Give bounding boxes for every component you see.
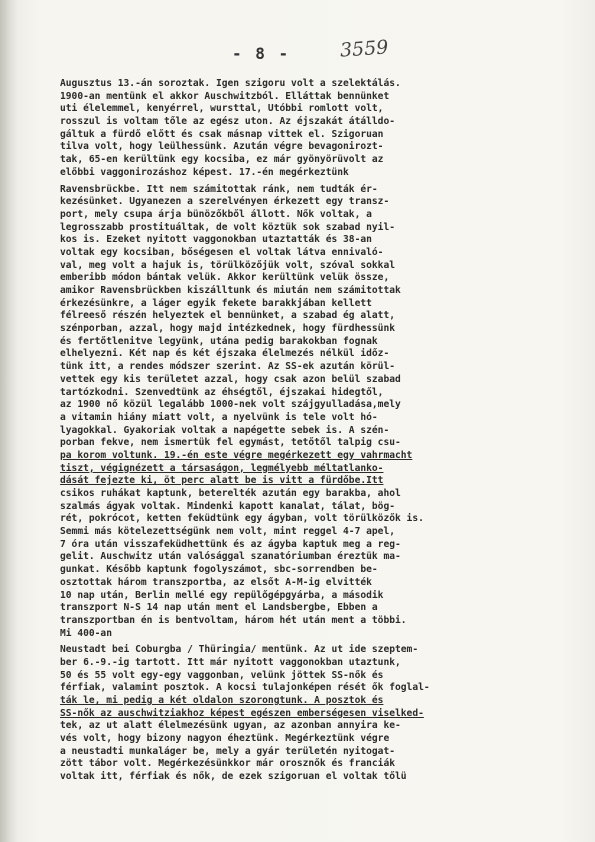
text-line: zött tábor volt. Megérkezésünkkor már orosznők és franciák — [60, 758, 396, 770]
text-line: Augusztus 13.-án soroztak. Igen szigoru volt a szelektálás. — [60, 78, 401, 89]
text-line: vettek egy kis területet azzal, hogy csak azon belül szabad — [60, 373, 401, 385]
text-line: tiszt, végignézett a társaságon, legmélyebb méltatlanko- — [60, 462, 384, 474]
text-line: transzport N-S 14 nap után ment el Landsbergbe, Ebben a — [60, 602, 378, 614]
text-line: előbbi vaggonirozáshoz képest. 17.-én megérkeztünk — [60, 166, 349, 178]
text-line: 10 nap után, Berlin mellé egy repülőgépgyárba, a második — [60, 589, 384, 601]
text-line: a neustadti munkaláger be, mely a gyár területén nyitogat- — [60, 745, 396, 757]
text-line: dását fejezte ki, öt perc alatt be is vitt a fürdőbe.Itt — [60, 475, 384, 487]
typewritten-body — [60, 78, 575, 784]
text-line: uti élelemmel, kenyérrel, wursttal, Utóbbi romlott volt, — [60, 103, 384, 115]
page-edge-shadow — [0, 0, 18, 842]
text-line: port, mely csupa árja bünözőkből állott. Nők voltak, a — [60, 208, 372, 220]
paragraph-3 — [60, 644, 575, 784]
text-line: tartózkodni. Szenvedtünk az éhségtől, éjszakai hidegtől, — [60, 386, 384, 398]
text-line: 50 és 55 volt egy-egy vaggonban, velünk jöttek SS-nők és — [60, 669, 384, 681]
text-line: szalmás ágyak voltak. Mindenki kapott kanalat, tálat, bög- — [60, 500, 396, 512]
text-line: porban fekve, nem ismertük fel egymást, tetőtől talpig csu- — [60, 437, 401, 449]
text-line: transzportban én is bentvoltam, három hét után ment a többi. — [60, 614, 407, 626]
text-line: Semmi más kötelezettségünk nem volt, mint reggel 4-7 apel, — [60, 526, 396, 538]
text-line: voltak itt, férfiak és nők, de ezek szigoruan el voltak tőlü — [60, 771, 407, 783]
text-line: férfiak, valamint posztok. A kocsi tulajonképen rését ők foglal- — [60, 682, 430, 694]
page-number: - 8 - — [232, 44, 291, 63]
text-line: kezésünket. Ugyanezen a szerelvényen érkezett egy transz- — [60, 196, 390, 208]
text-line: voltak egy kocsiban, bőségesen el voltak látva ennivaló- — [60, 246, 384, 258]
text-line: gunkat. Később kaptunk fogolyszámot, sbc-sorrendben be- — [60, 564, 378, 576]
text-line: az 1900 nő közül legalább 1000-nek volt szájgyulladása,mely — [60, 399, 401, 411]
text-line: kos is. Ezeket nyitott vaggonokban utaztatták és 38-an — [60, 234, 372, 246]
text-line: Neustadt bei Coburgba / Thüringia/ mentünk. Az ut ide szeptem- — [60, 644, 419, 656]
text-line: gelit. Auschwitz után valósággal szanatóriumban éreztük ma- — [60, 551, 401, 563]
text-line: tilva volt, hogy leülhessünk. Azután végre bevagonirozt- — [60, 141, 384, 153]
text-line: val, meg volt a hajuk is, törülközőjük volt, szóval sokkal — [60, 259, 396, 271]
text-line: rét, pokrócot, ketten feküdtünk egy ágyban, volt törülközők is. — [60, 513, 424, 525]
text-line: Mi 400-an — [60, 627, 112, 639]
text-line: 7 óra után visszafeküdhettünk és az ágyba kaptuk meg a reg- — [60, 538, 401, 550]
text-line: vés volt, hogy bizony nagyon éheztünk. Megérkeztünk végre — [60, 733, 390, 745]
text-line: osztottak három transzportba, az elsőt A-M-ig elvitték — [60, 576, 372, 588]
text-line: rosszul is voltam tőle az egész uton. Az éjszakát átálldo- — [60, 116, 396, 128]
text-line: pa korom voltunk. 19.-én este végre megérkezett egy vahrmacht — [60, 449, 413, 461]
paragraph-2 — [60, 184, 575, 641]
text-line: lyagokkal. Gyakoriak voltak a napégette sebek is. A szén- — [60, 424, 390, 436]
text-line: elhelyezni. Két nap és két éjszaka élelmezés nélkül időz- — [60, 348, 390, 360]
text-line: ták le, mi pedig a két oldalon szorongtunk. A posztok és — [60, 695, 384, 706]
text-line: csikos ruhákat kaptunk, beterelték azután egy barakba, ahol — [60, 488, 401, 499]
handwritten-archive-number: 3559 — [339, 36, 390, 62]
text-line: SS-nők az auschwitziakhoz képest egészen emberségesen viselked- — [60, 707, 424, 719]
text-line: félreeső részén helyeztek el bennünket, a szabad ég alatt, — [60, 310, 396, 322]
text-line: tünk itt, a rendes módszer szerint. Az SS-ek azután körül- — [60, 361, 396, 373]
text-line: érkezésünkre, a láger egyik fekete barakkjában kellett — [60, 297, 372, 309]
text-line: emberibb módon bántak velük. Akkor kerültünk velük össze, — [60, 272, 390, 284]
text-line: gáltuk a fürdő előtt és csak másnap vittek el. Szigoruan — [60, 128, 384, 140]
text-line: Ravensbrückbe. Itt nem számitottak ránk, nem tudták ér- — [60, 183, 378, 195]
text-line: 1900-an mentünk el akkor Auschwitzból. Elláttak bennünket — [60, 90, 390, 102]
text-line: amikor Ravensbrückben kiszálltunk és miután nem számitottak — [60, 285, 401, 296]
text-line: és fertőtlenitve legyünk, utána pedig barakokban fognak — [60, 335, 378, 347]
text-line: szénporban, azzal, hogy majd intézkednek, hogy fürdhessünk — [60, 323, 396, 335]
text-line: ber 6.-9.-ig tartott. Itt már nyitott vaggonokban utaztunk, — [60, 656, 401, 668]
text-line: tak, 65-en kerültünk egy kocsiba, ez már gyönyörüvolt az — [60, 154, 384, 166]
text-line: a vitamin hiány miatt volt, a nyelvünk is tele volt hó- — [60, 411, 378, 423]
text-line: legrosszabb prostituáltak, de volt köztük sok szabad nyil- — [60, 221, 396, 233]
text-line: tek, az ut alatt élelmezésünk ugyan, az azonban annyira ke- — [60, 720, 401, 732]
paragraph-1 — [60, 78, 575, 180]
